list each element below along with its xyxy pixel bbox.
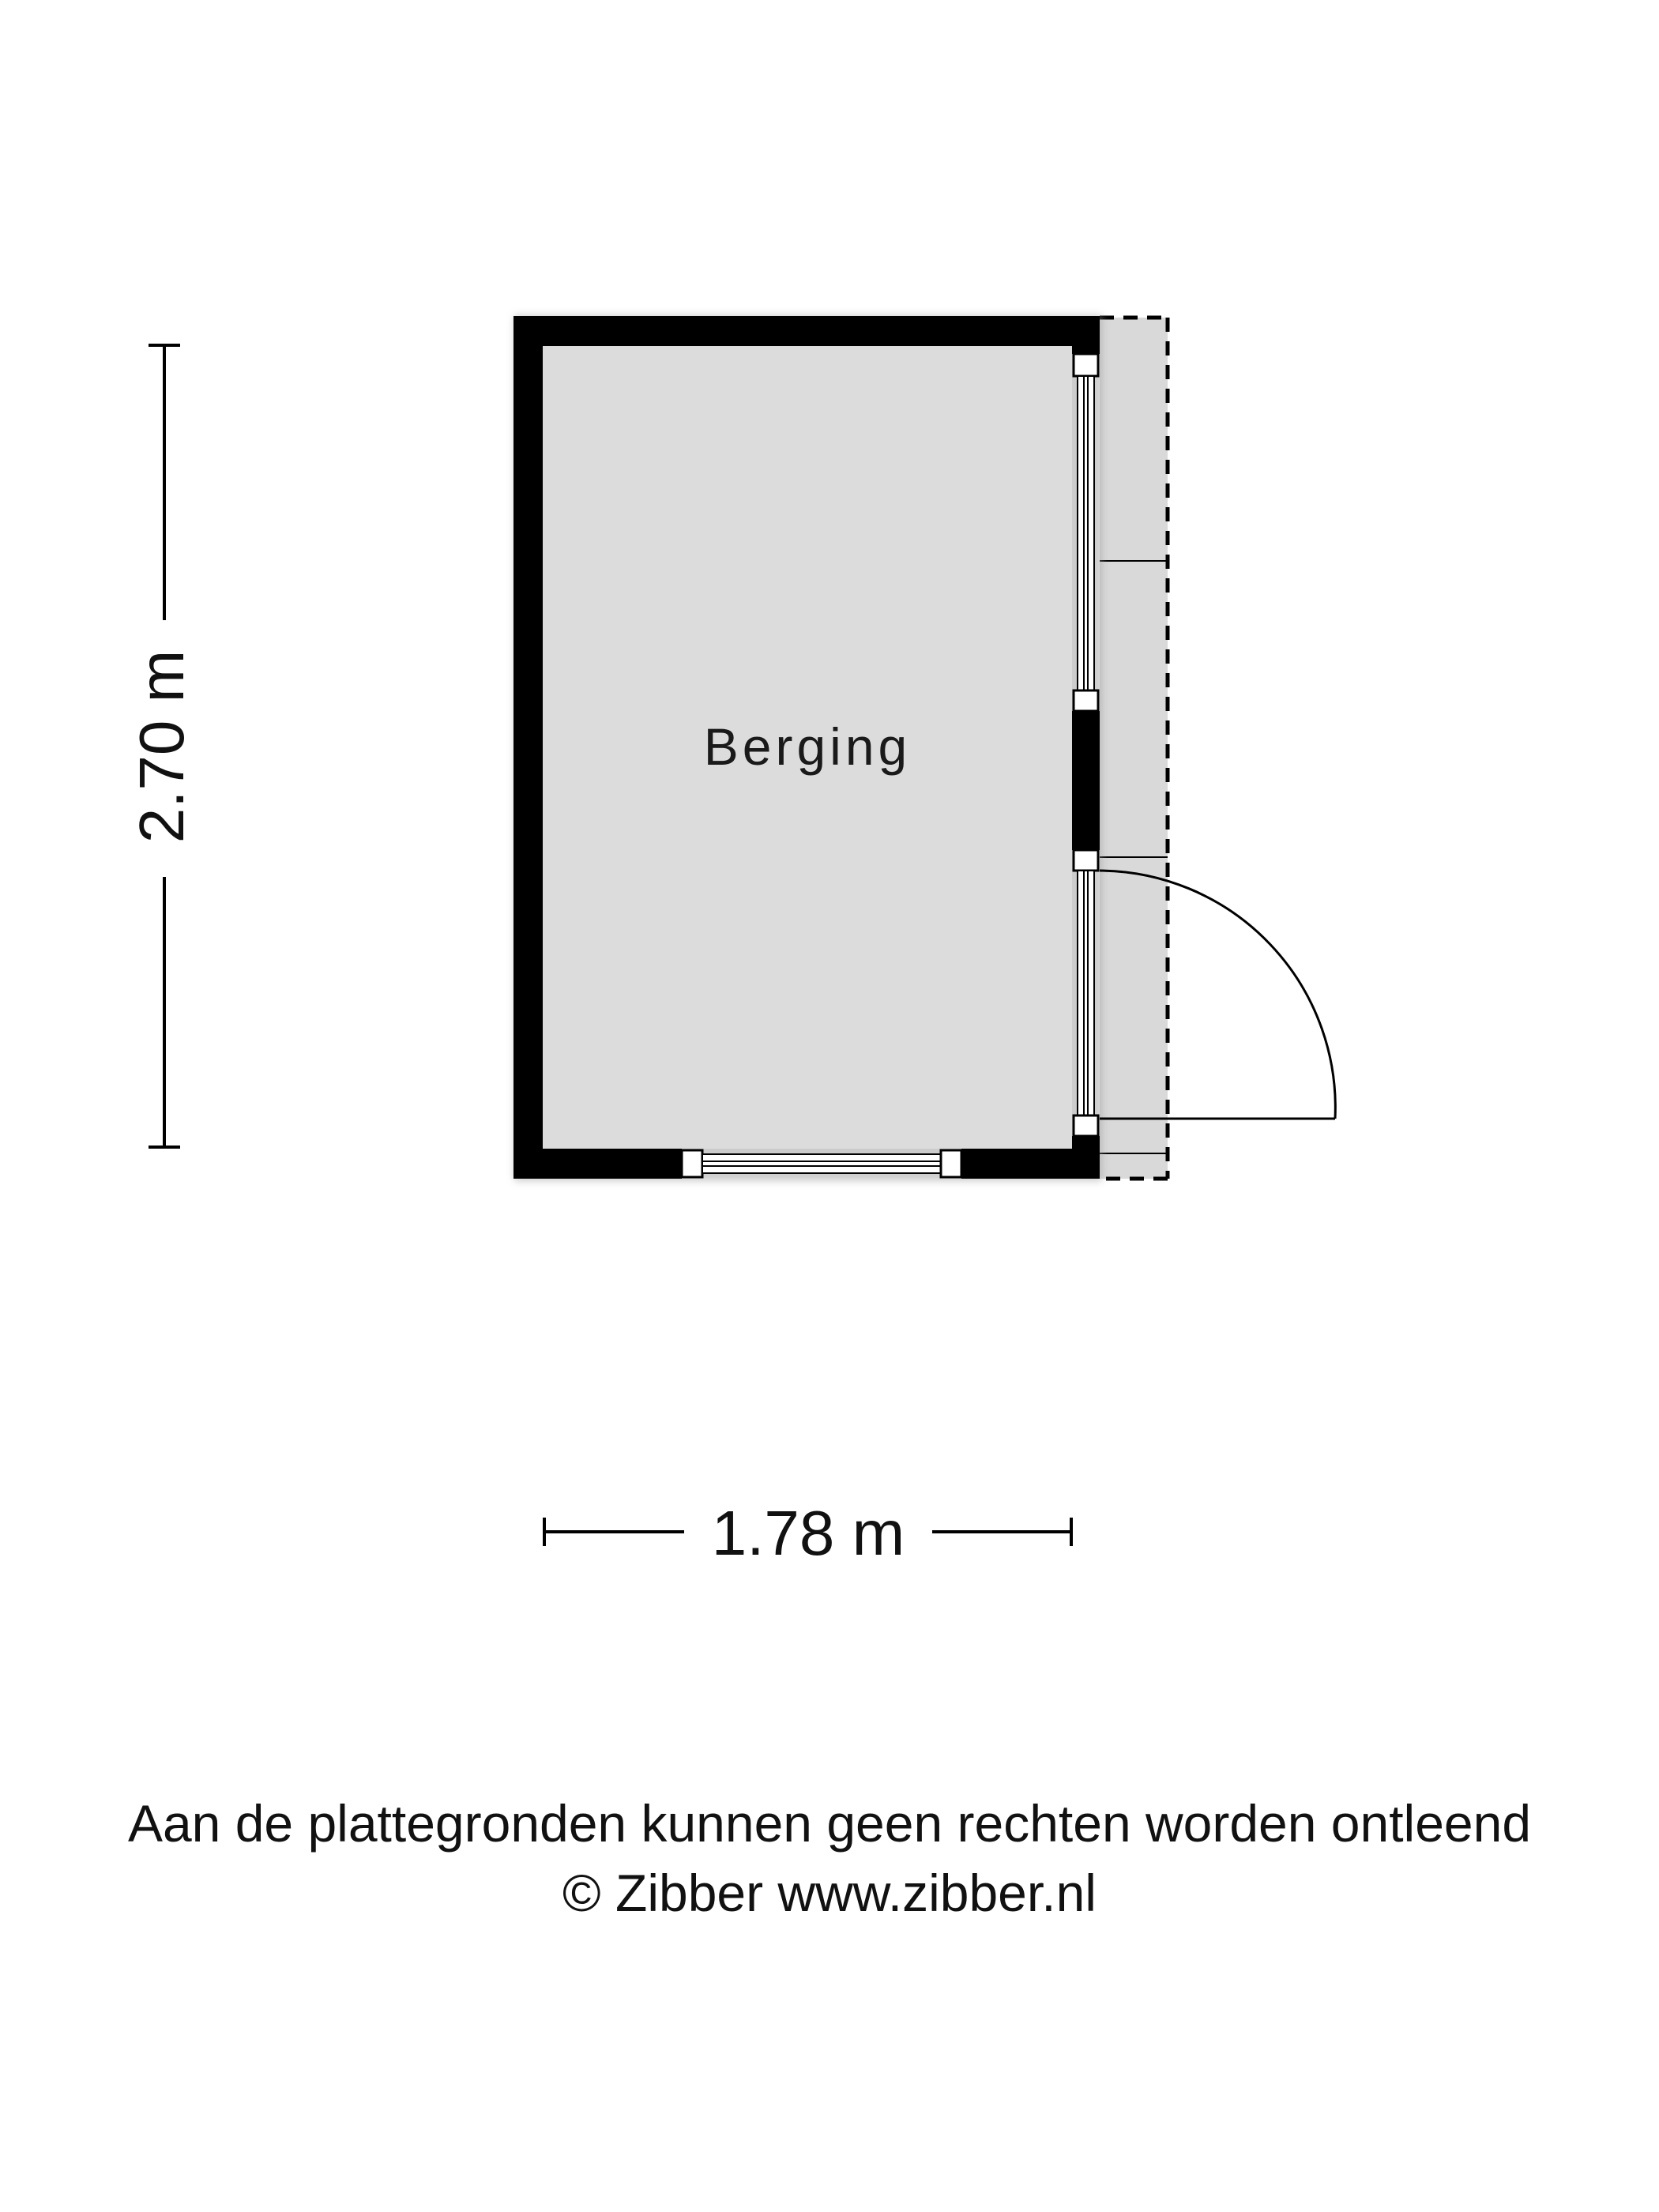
window-bottom	[682, 1150, 961, 1177]
dimension-label-width: 1.78 m	[711, 1498, 905, 1568]
room-label-berging: Berging	[703, 717, 912, 776]
outdoor-zone	[1100, 318, 1168, 1179]
copyright-text: © Zibber www.zibber.nl	[562, 1864, 1097, 1922]
door-right	[1074, 850, 1098, 1136]
wall-right-top	[1072, 316, 1100, 354]
dimension-label-height: 2.70 m	[126, 649, 197, 844]
wall-top	[514, 316, 1100, 346]
window-right	[1074, 354, 1098, 711]
wall-right-bottom	[1072, 1136, 1100, 1179]
wall-bottom-left	[514, 1149, 682, 1179]
wall-right-middle	[1072, 711, 1100, 850]
wall-left	[514, 316, 543, 1179]
disclaimer-text: Aan de plattegronden kunnen geen rechten worden ontleend	[127, 1794, 1532, 1853]
